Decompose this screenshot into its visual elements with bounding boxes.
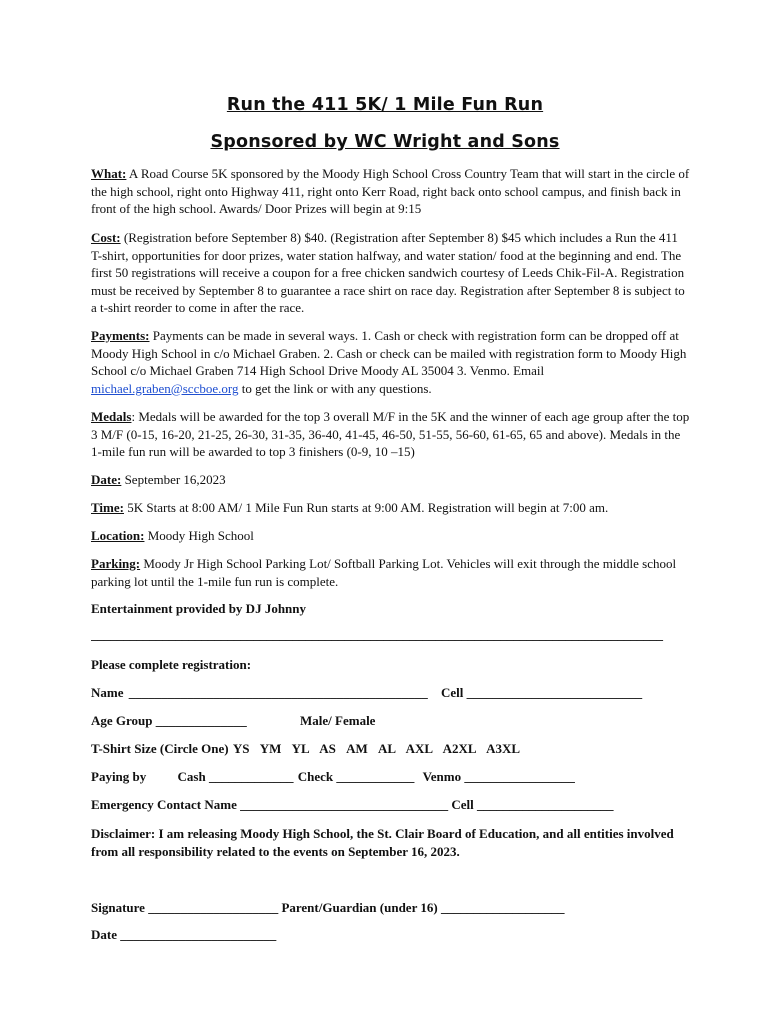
what-label: What:: [91, 166, 127, 181]
size-option-yl[interactable]: YL: [291, 741, 309, 756]
form-date-field[interactable]: ________________________: [120, 927, 277, 942]
emergency-cell-label: Cell: [451, 797, 474, 812]
size-option-axl[interactable]: AXL: [405, 741, 433, 756]
medals-text: : Medals will be awarded for the top 3 overall M/F in the 5K and the winner of each age group after the top 3 M/F (0-15, 16-20, 21-25, 26-30, 31-35, 36-40, 41-45, 46-50, 51-55, 56-60, 61-65, 65 and above). Medals in the 1-mile fun run will be awarded to top 3 finishers (0-9, 10 –15): [91, 409, 690, 459]
disclaimer: Disclaimer: I am releasing Moody High School, the St. Clair Board of Education, and all entities involved from all responsibility related to the events on September 16, 2023.: [91, 826, 674, 859]
date-text: September 16,2023: [121, 472, 226, 487]
tshirt-size-label: T-Shirt Size (Circle One): [91, 741, 229, 756]
time-paragraph: [91, 499, 691, 517]
medals-label: Medals: [91, 409, 132, 424]
venmo-label: Venmo: [422, 769, 462, 784]
signature-label: Signature: [91, 900, 145, 915]
event-title: Run the 411 5K/ 1 Mile Fun Run: [226, 95, 544, 115]
age-group-label: Age Group: [91, 713, 153, 728]
cell-label: Cell: [441, 685, 464, 700]
entertainment-line: Entertainment provided by DJ Johnny: [91, 601, 307, 616]
form-date-label: Date: [91, 927, 117, 942]
signature-row: [91, 900, 564, 916]
emergency-cell-field[interactable]: _____________________: [476, 797, 614, 812]
payments-text-end: to get the link or with any questions.: [238, 380, 432, 396]
emergency-contact-field[interactable]: ________________________________: [240, 797, 449, 812]
cost-paragraph: [91, 229, 691, 317]
payments-text: Payments can be made in several ways. 1. Cash or check with registration form can be dropped off at Moody High School in c/o Michael Graben. 2. Cash or check can be mailed with registration form to Moody High School c/o Michael Graben 714 High School Drive Moody AL 35004 3. Venmo. Email: [91, 328, 687, 378]
size-option-as[interactable]: AS: [319, 741, 336, 756]
name-field[interactable]: ______________________________________________: [128, 685, 428, 700]
name-row: [91, 685, 642, 701]
age-row: [91, 713, 375, 729]
location-paragraph: [91, 527, 691, 545]
check-field[interactable]: ____________: [336, 769, 415, 784]
emergency-row: [91, 797, 613, 813]
registration-heading: Please complete registration:: [91, 657, 252, 672]
payment-row: [91, 769, 575, 785]
parking-text: Moody Jr High School Parking Lot/ Softball Parking Lot. Vehicles will exit through the middle school parking lot until the 1-mile fun run is complete.: [91, 556, 677, 589]
cost-text: (Registration before September 8) $40. (Registration after September 8) $45 which includes a Run the 411 T-shirt, opportunities for door prizes, water station halfway, and water station/ food at the beginning and end. The first 50 registrations will receive a coupon for a free chicken sandwich courtesy of Leeds Chik-Fil-A. Registration must be received by September 8 to guarantee a race shirt on race day. Registration after September 8 is subject to a t-shirt reorder to come in after the race.: [91, 230, 685, 315]
paying-by-label: Paying by: [91, 769, 147, 784]
sex-label[interactable]: Male/ Female: [300, 713, 376, 728]
size-option-a3xl[interactable]: A3XL: [486, 741, 521, 756]
date-paragraph: [91, 471, 691, 489]
cash-field[interactable]: _____________: [208, 769, 294, 784]
location-text: Moody High School: [144, 528, 254, 543]
venmo-field[interactable]: _________________: [464, 769, 575, 784]
date-label: Date:: [91, 472, 122, 487]
payments-paragraph: [91, 327, 691, 397]
size-option-a2xl[interactable]: A2XL: [442, 741, 476, 756]
divider-line: ________________________________________________________________________________________: [91, 627, 663, 642]
guardian-field[interactable]: ___________________: [440, 900, 565, 915]
date-row: [91, 927, 276, 943]
size-option-ym[interactable]: YM: [259, 741, 282, 756]
cash-label: Cash: [177, 769, 206, 784]
sponsor-title: Sponsored by WC Wright and Sons: [210, 132, 560, 152]
payments-label: Payments:: [91, 328, 150, 343]
location-label: Location:: [91, 528, 145, 543]
parking-label: Parking:: [91, 556, 141, 571]
check-label: Check: [297, 769, 334, 784]
cost-label: Cost:: [91, 230, 121, 245]
guardian-label: Parent/Guardian (under 16): [281, 900, 438, 915]
parking-paragraph: [91, 555, 691, 590]
medals-paragraph: [91, 408, 691, 461]
name-label: Name: [91, 685, 124, 700]
time-text: 5K Starts at 8:00 AM/ 1 Mile Fun Run starts at 9:00 AM. Registration will begin at 7:00 am.: [123, 500, 609, 515]
what-paragraph: [91, 165, 691, 218]
what-text: A Road Course 5K sponsored by the Moody High School Cross Country Team that will start in the circle of the high school, right onto Highway 411, right onto Kerr Road, right back onto school campus, and finish back in front of the high school. Awards/ Door Prizes will begin at 9:15: [91, 166, 690, 216]
size-option-al[interactable]: AL: [378, 741, 396, 756]
time-label: Time:: [91, 500, 124, 515]
emergency-contact-label: Emergency Contact Name: [91, 797, 237, 812]
size-option-ys[interactable]: YS: [232, 741, 250, 756]
cell-field[interactable]: ___________________________: [466, 685, 643, 700]
age-group-field[interactable]: ______________: [155, 713, 247, 728]
size-option-am[interactable]: AM: [346, 741, 368, 756]
email-link[interactable]: michael.graben@sccboe.org: [91, 380, 239, 396]
tshirt-row: [91, 741, 520, 757]
signature-field[interactable]: ____________________: [148, 900, 279, 915]
